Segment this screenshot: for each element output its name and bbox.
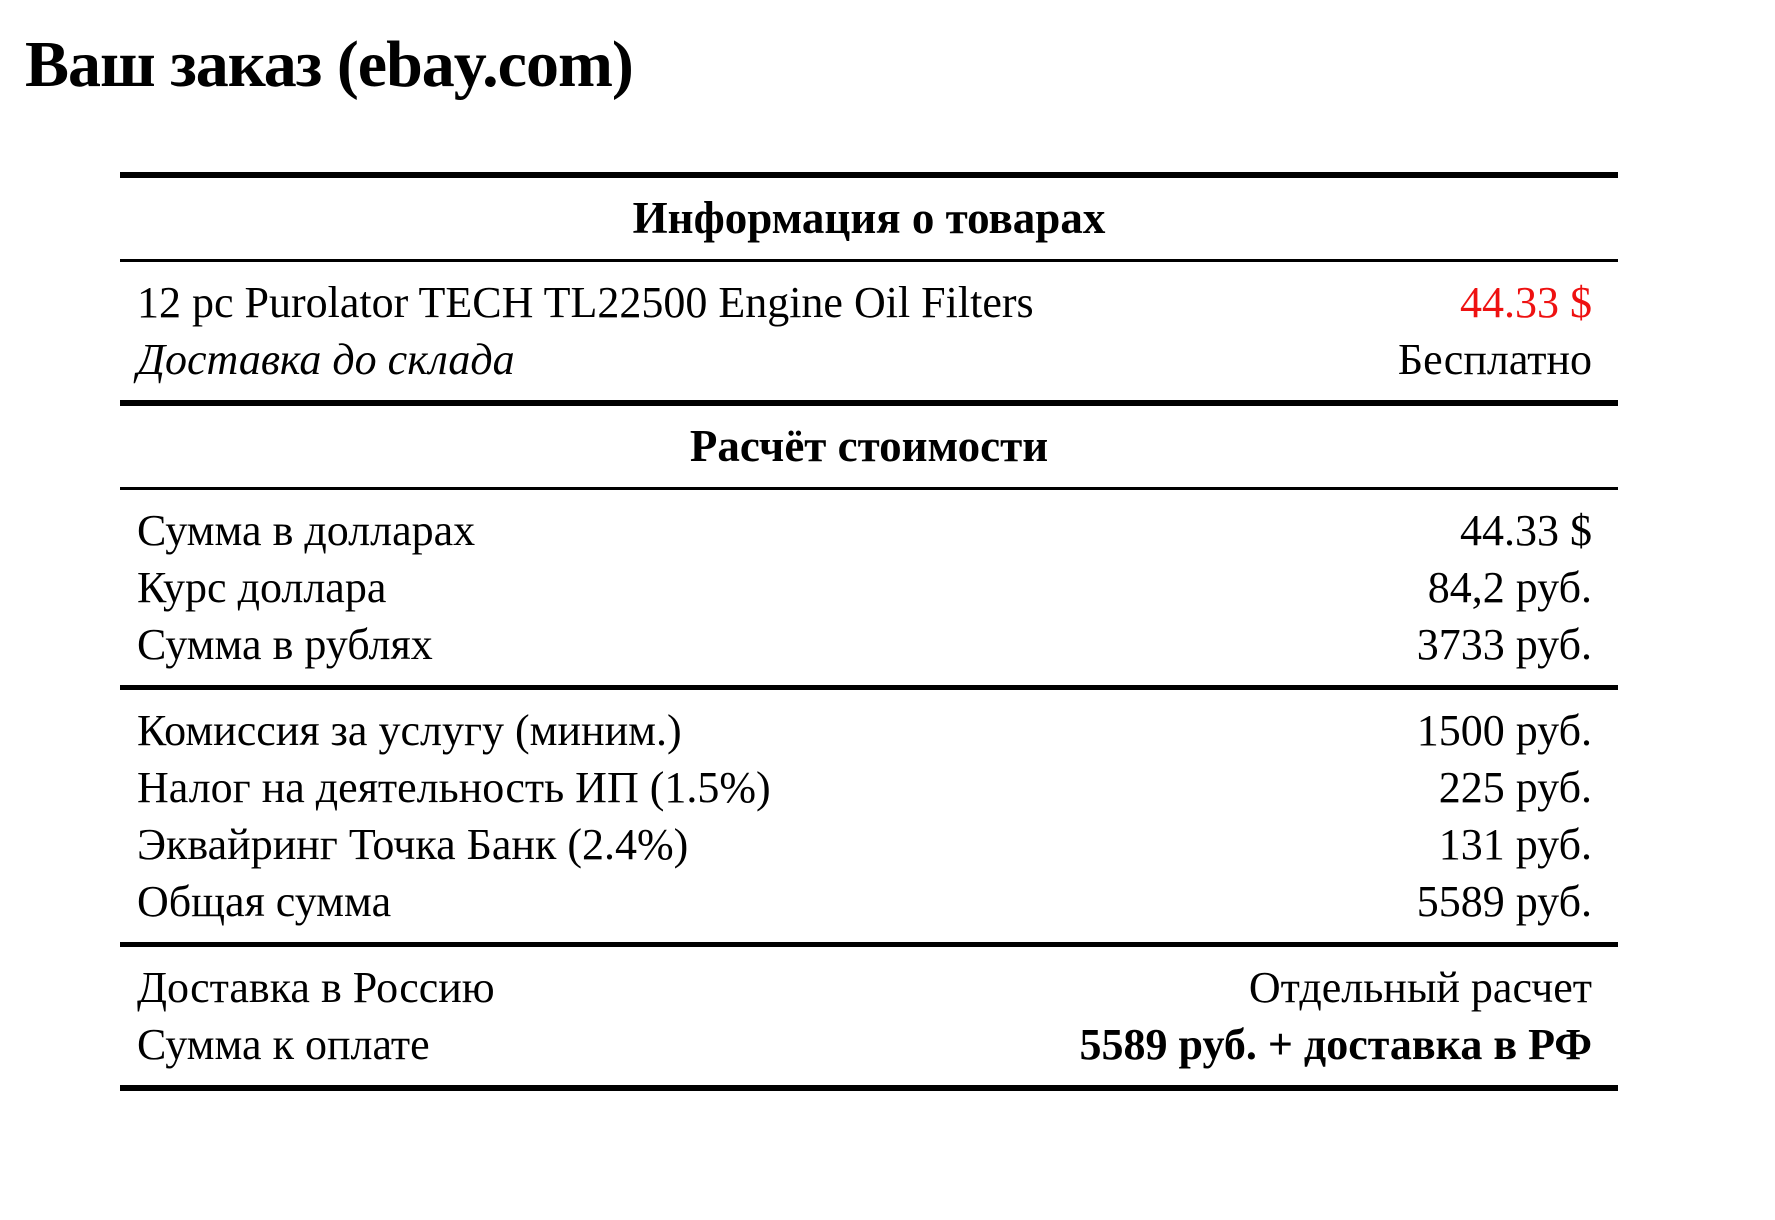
cost-row-group-conversion xyxy=(120,490,1618,685)
tax-value: 225 руб. xyxy=(1438,762,1592,812)
table-row-product xyxy=(120,274,1618,331)
usd-rate-label: Курс доллара xyxy=(137,562,387,612)
cost-row-group-fees xyxy=(120,690,1618,942)
section-header-products: Информация о товарах xyxy=(632,192,1106,243)
usd-amount-label: Сумма в долларах xyxy=(137,505,476,555)
usd-rate-value: 84,2 руб. xyxy=(1427,562,1592,612)
table-row-warehouse-delivery xyxy=(120,331,1618,388)
warehouse-delivery-label: Доставка до склада xyxy=(137,334,515,384)
order-summary-table xyxy=(120,172,1618,1091)
usd-amount-value: 44.33 $ xyxy=(1460,505,1592,555)
product-price: 44.33 $ xyxy=(1460,277,1592,327)
russia-delivery-label: Доставка в Россию xyxy=(137,962,495,1012)
table-row-total xyxy=(120,873,1618,930)
russia-delivery-value: Отдельный расчет xyxy=(1248,962,1592,1012)
amount-due-value: 5589 руб. + доставка в РФ xyxy=(1079,1019,1592,1069)
acquiring-label: Эквайринг Точка Банк (2.4%) xyxy=(137,819,689,869)
total-label: Общая сумма xyxy=(137,876,392,926)
table-row-tax xyxy=(120,759,1618,816)
warehouse-delivery-value: Бесплатно xyxy=(1397,334,1592,384)
tax-label: Налог на деятельность ИП (1.5%) xyxy=(137,762,771,812)
table-row-amount-due xyxy=(120,1016,1618,1073)
cost-row-group-payment xyxy=(120,947,1618,1085)
service-fee-label: Комиссия за услугу (миним.) xyxy=(137,705,682,755)
section-header-cost-calculation: Расчёт стоимости xyxy=(689,420,1049,471)
products-row-group xyxy=(120,262,1618,400)
table-row-usd-rate xyxy=(120,559,1618,616)
amount-due-label: Сумма к оплате xyxy=(137,1019,430,1069)
page-title: Ваш заказ (ebay.com) xyxy=(25,28,633,101)
rub-amount-label: Сумма в рублях xyxy=(137,619,433,669)
service-fee-value: 1500 руб. xyxy=(1416,705,1592,755)
acquiring-value: 131 руб. xyxy=(1438,819,1592,869)
table-row-rub-amount xyxy=(120,616,1618,673)
table-row-usd-amount xyxy=(120,502,1618,559)
rub-amount-value: 3733 руб. xyxy=(1416,619,1592,669)
table-bottom-rule xyxy=(120,1085,1618,1091)
table-row-russia-delivery xyxy=(120,959,1618,1016)
table-row-service-fee xyxy=(120,702,1618,759)
table-row-acquiring xyxy=(120,816,1618,873)
total-value: 5589 руб. xyxy=(1416,876,1592,926)
product-name: 12 pc Purolator TECH TL22500 Engine Oil Filters xyxy=(137,277,1034,327)
